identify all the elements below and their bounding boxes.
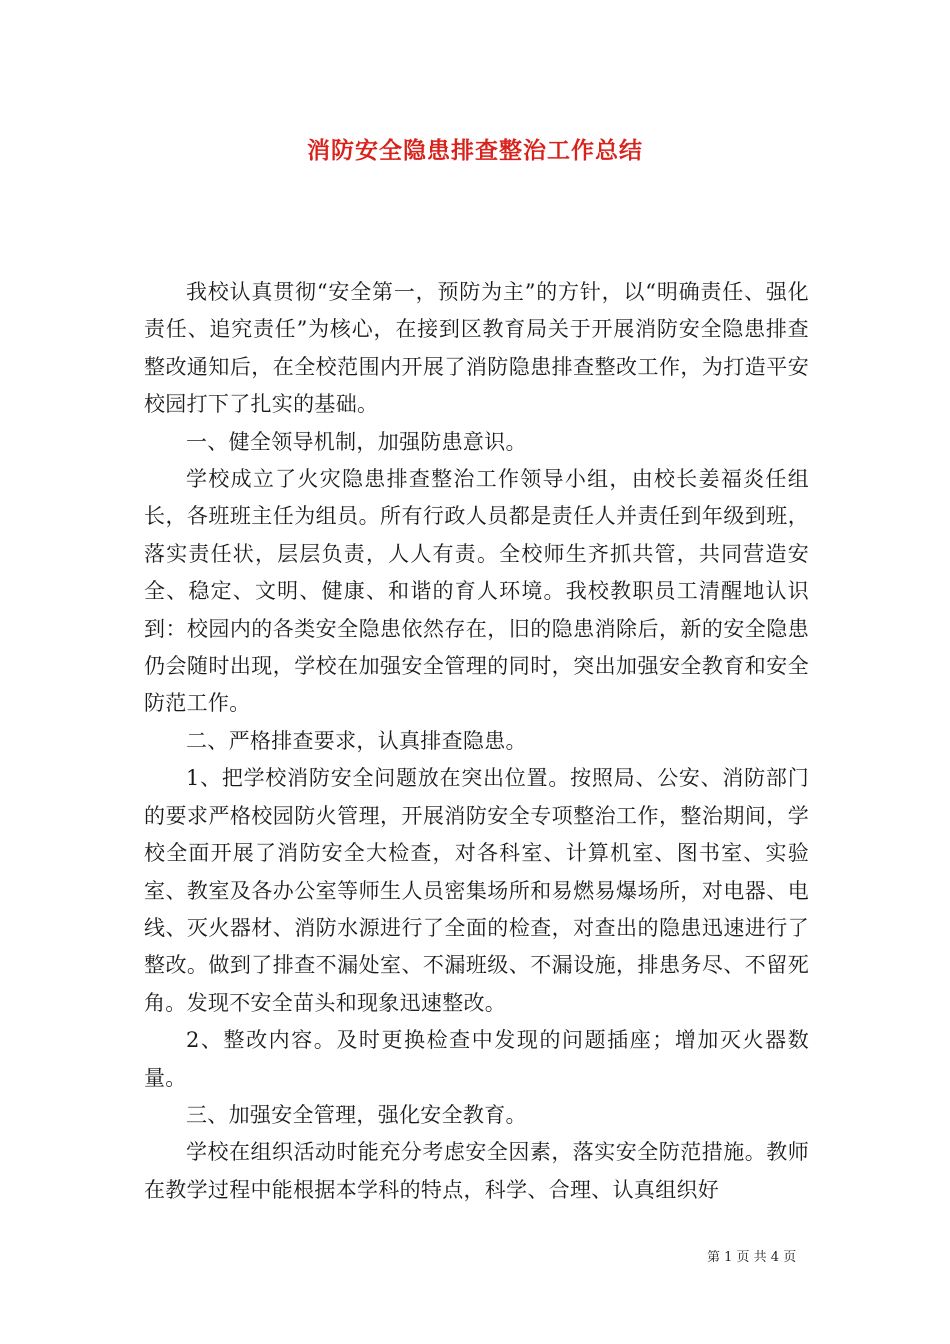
paragraph-leadership: 学校成立了火灾隐患排查整治工作领导小组，由校长姜福炎任组长，各班班主任为组员。所有行政人员都是责任人并责任到年级到班，落实责任状，层层负责，人人有责。全校师生齐抓共管，共同营造安全、稳定、文明、健康、和谐的育人环境。我校教职员工清醒地认识到：校园内的各类安全隐患依然存在，旧的隐患消除后，新的安全隐患仍会随时出现，学校在加强安全管理的同时，突出加强安全教育和安全防范工作。 <box>144 467 809 716</box>
page-number: 第 1 页 共 4 页 <box>707 1250 797 1265</box>
section-heading-1: 一、健全领导机制，加强防患意识。 <box>186 429 527 454</box>
paragraph-activities: 学校在组织活动时能充分考虑安全因素，落实安全防范措施。教师在教学过程中能根据本学科的特点，科学、合理、认真组织好 <box>144 1140 809 1202</box>
paragraph-intro: 我校认真贯彻“安全第一，预防为主”的方针，以“明确责任、强化责任、追究责任”为核心，在接到区教育局关于开展消防安全隐患排查整改通知后，在全校范围内开展了消防隐患排查整改工作，为打造平安校园打下了扎实的基础。 <box>144 280 809 417</box>
section-heading-3: 三、加强安全管理，强化安全教育。 <box>186 1102 527 1127</box>
document-title: 消防安全隐患排查整治工作总结 <box>307 138 643 164</box>
section-heading-2: 二、严格排查要求，认真排查隐患。 <box>186 728 527 753</box>
paragraph-rectification: 2、整改内容。及时更换检查中发现的问题插座；增加灭火器数量。 <box>144 1028 809 1090</box>
document-body <box>144 274 809 1209</box>
paragraph-inspection: 1、把学校消防安全问题放在突出位置。按照局、公安、消防部门的要求严格校园防火管理，开展消防安全专项整治工作，整治期间，学校全面开展了消防安全大检查，对各科室、计算机室、图书室、实验室、教室及各办公室等师生人员密集场所和易燃易爆场所，对电器、电线、灭火器材、消防水源进行了全面的检查，对查出的隐患迅速进行了整改。做到了排查不漏处室、不漏班级、不漏设施，排患务尽、不留死角。发现不安全苗头和现象迅速整改。 <box>144 766 809 1015</box>
